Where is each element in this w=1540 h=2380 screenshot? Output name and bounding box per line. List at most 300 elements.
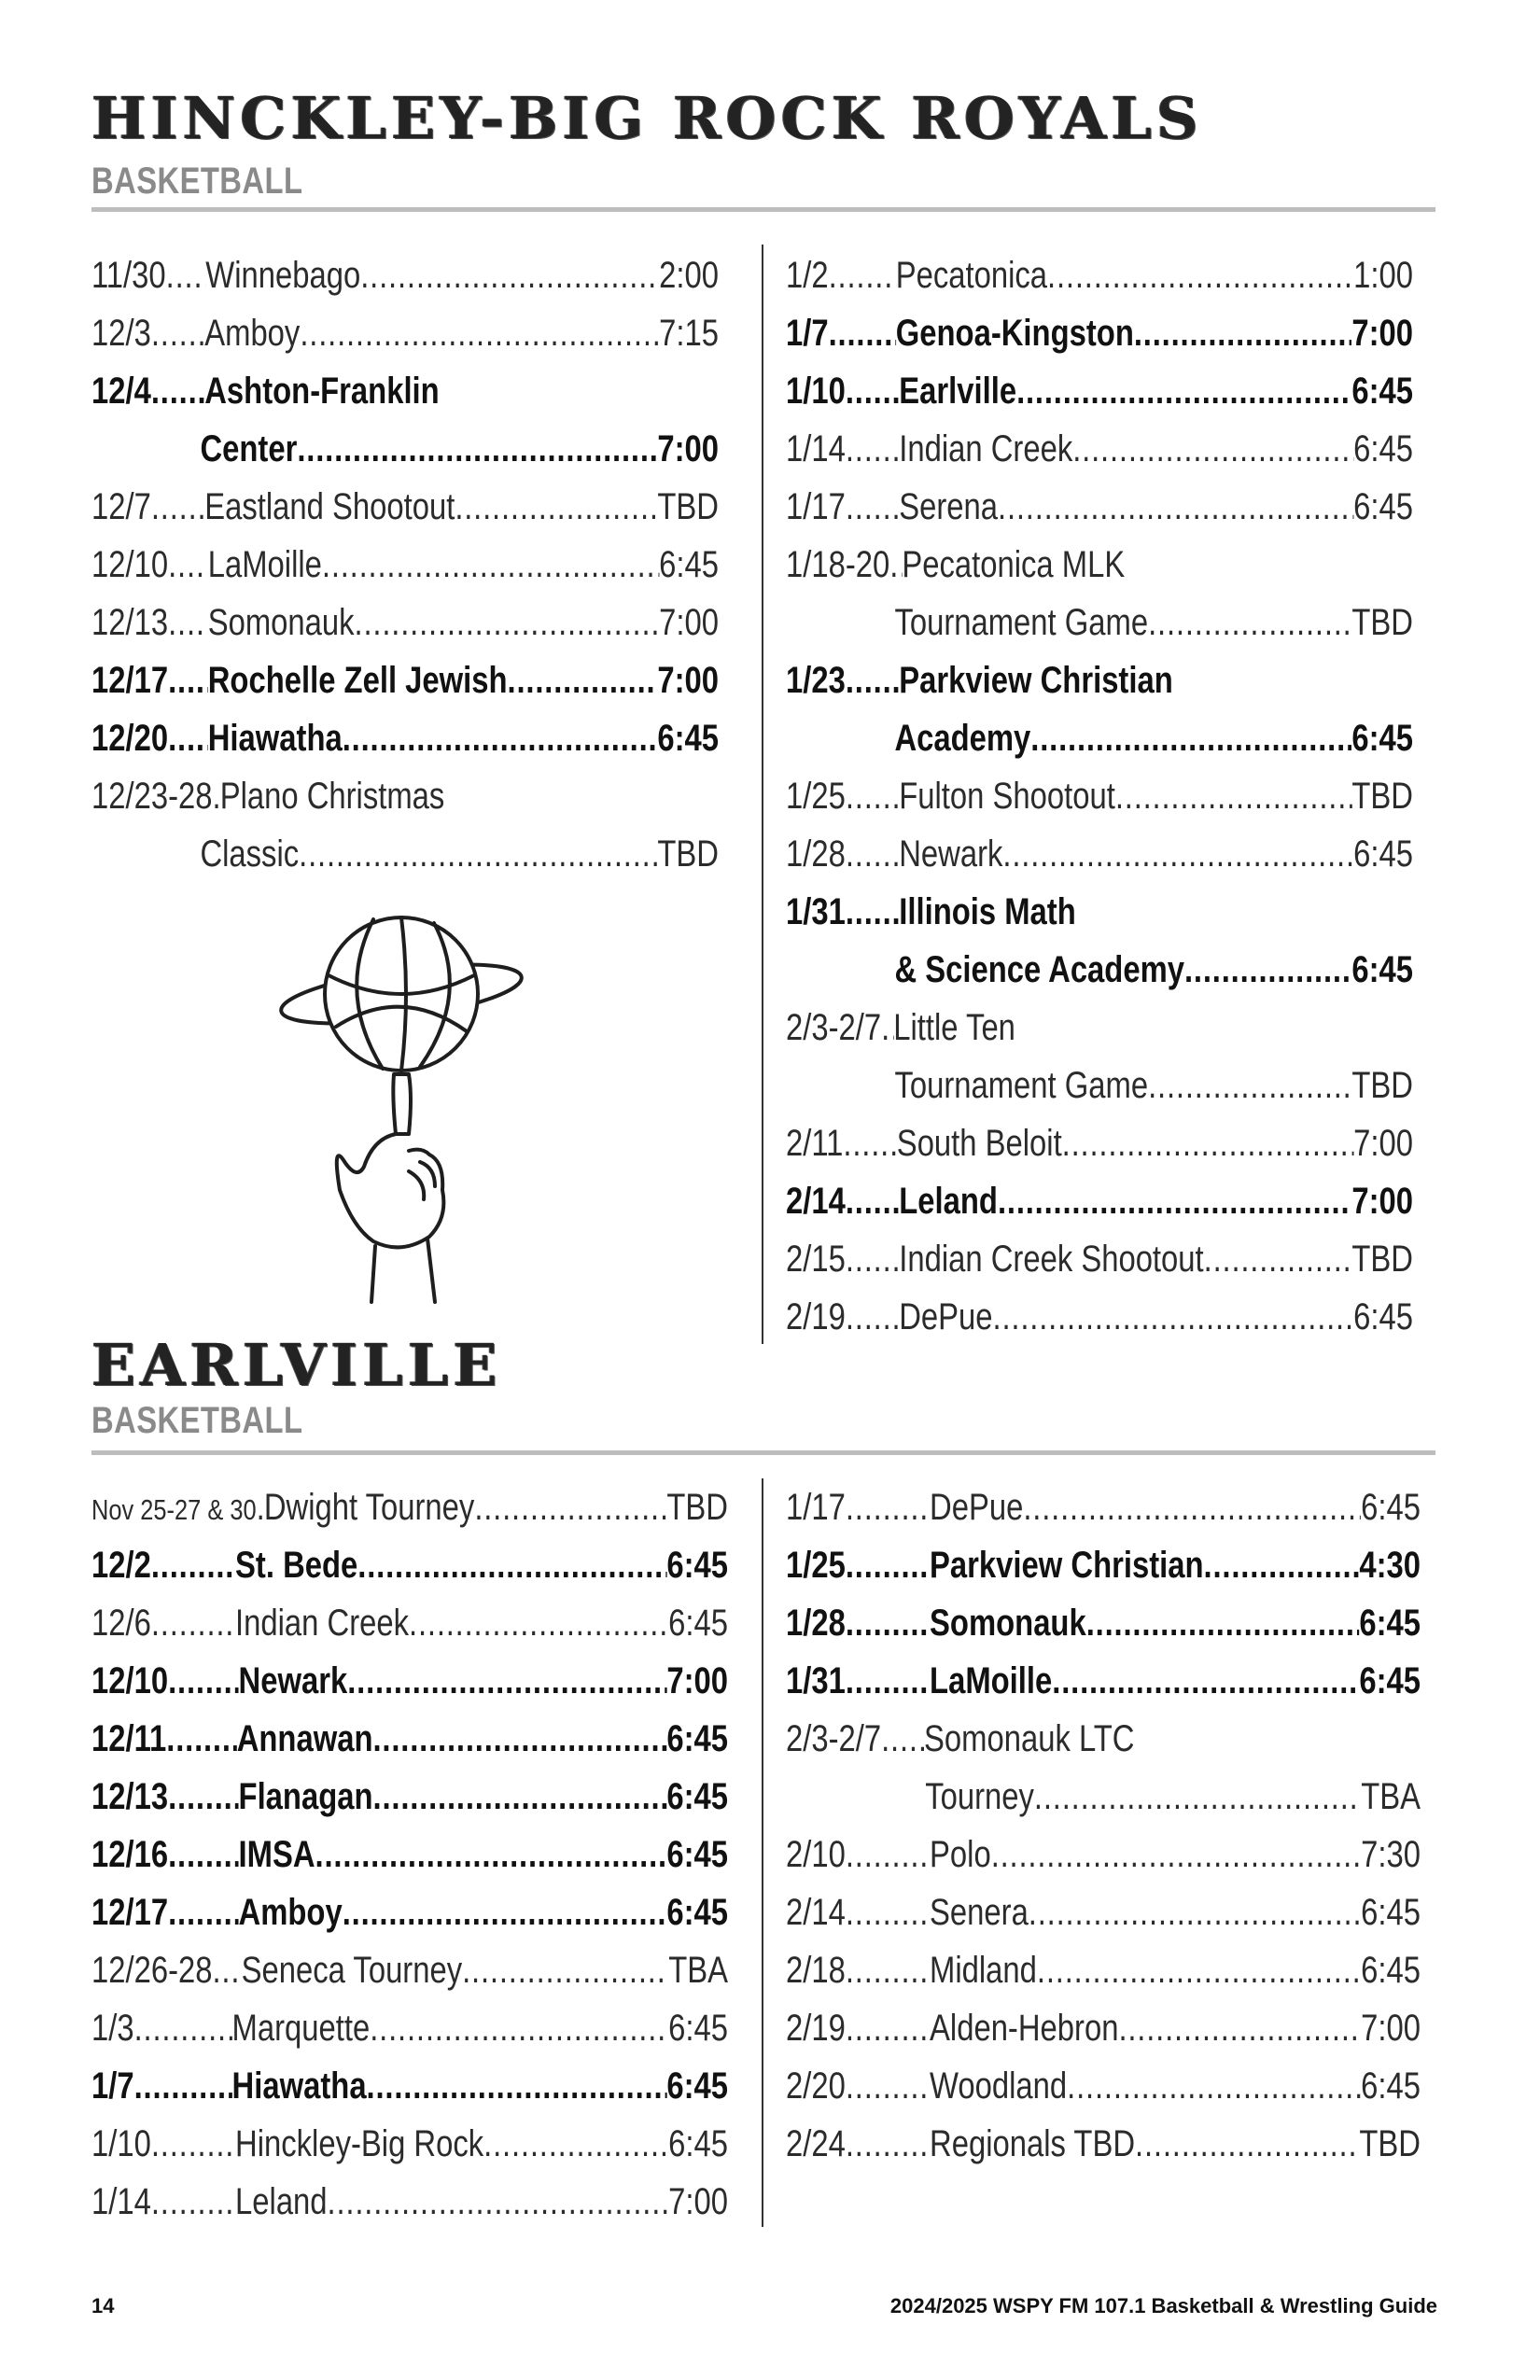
dot-leader	[168, 660, 208, 702]
opponent-name: Senera	[930, 1891, 1029, 1933]
column-divider-hinckley	[762, 245, 763, 1344]
opponent-name: Newark	[238, 1659, 348, 1701]
game-date: 1/14	[786, 427, 846, 469]
schedule-row	[91, 304, 719, 362]
opponent-name: DePue	[899, 1295, 993, 1337]
game-date: 1/17	[786, 485, 846, 527]
game-time: 6:45	[1353, 485, 1413, 527]
game-time: 6:45	[1353, 833, 1413, 875]
schedule-row	[786, 1536, 1421, 1594]
schedule-row	[786, 1652, 1421, 1710]
dot-leader	[846, 1892, 930, 1934]
game-time: 1:00	[1353, 254, 1413, 296]
dot-leader	[462, 1950, 668, 1992]
schedule-row	[786, 478, 1413, 536]
dot-leader	[370, 2008, 668, 2050]
dot-leader	[993, 1296, 1354, 1338]
game-date: 1/17	[786, 1486, 846, 1528]
dot-leader	[455, 486, 657, 528]
opponent-name: Marquette	[231, 2007, 371, 2049]
dot-leader	[373, 1776, 667, 1818]
game-date: 1/25	[786, 1544, 846, 1586]
opponent-name: Indian Creek	[235, 1602, 410, 1644]
dot-leader	[343, 1892, 667, 1934]
game-date: 1/25	[786, 775, 846, 817]
game-time: 6:45	[1361, 2065, 1421, 2107]
dot-leader	[1135, 2123, 1359, 2165]
dot-leader	[257, 1487, 264, 1529]
dot-leader	[991, 1834, 1361, 1876]
team-title-earlville: EARLVILLE	[91, 1331, 502, 1399]
schedule-column-hinckley-right	[786, 246, 1413, 1346]
schedule-row	[786, 883, 1413, 941]
game-time: 6:45	[668, 2122, 728, 2164]
schedule-row	[786, 1114, 1413, 1172]
game-date: 1/14	[91, 2180, 151, 2222]
game-time: 7:00	[657, 659, 719, 701]
game-date: 12/13	[91, 1775, 169, 1817]
dot-leader	[1118, 2008, 1361, 2050]
schedule-row	[786, 362, 1413, 420]
guide-title: 2024/2025 WSPY FM 107.1 Basketball & Wrestling Guide	[889, 2294, 1437, 2317]
game-time: TBD	[1351, 1064, 1413, 1106]
dot-leader	[168, 1892, 238, 1934]
opponent-name: Amboy	[204, 312, 301, 354]
opponent-name: Annawan	[236, 1717, 373, 1759]
dot-leader	[881, 1718, 924, 1760]
opponent-name: Polo	[930, 1833, 991, 1875]
opponent-name: Flanagan	[238, 1775, 373, 1817]
dot-leader	[846, 1181, 899, 1223]
dot-leader	[846, 1660, 930, 1702]
opponent-name: Parkview Christian	[930, 1544, 1204, 1586]
game-time: 6:45	[1351, 370, 1413, 412]
game-time: 6:45	[668, 2007, 728, 2049]
dot-leader	[846, 1487, 930, 1529]
game-date: 12/10	[91, 543, 169, 585]
game-date: 1/28	[786, 833, 846, 875]
game-date: 12/11	[91, 1717, 167, 1759]
opponent-name: South Beloit	[896, 1122, 1062, 1164]
dot-leader	[508, 660, 658, 702]
dot-leader	[328, 2181, 669, 2223]
game-time: 6:45	[657, 717, 719, 759]
opponent-name: Alden-Hebron	[930, 2007, 1119, 2049]
schedule-row	[786, 420, 1413, 478]
game-date: 1/23	[786, 659, 846, 701]
dot-leader	[1030, 718, 1351, 760]
opponent-name: Earlville	[899, 370, 1017, 412]
game-date: 2/10	[786, 1833, 846, 1875]
opponent-name: Plano Christmas	[219, 775, 445, 817]
game-time: 6:45	[666, 1891, 728, 1933]
opponent-name: Fulton Shootout	[899, 775, 1115, 817]
schedule-row	[786, 1172, 1413, 1230]
dot-leader	[1002, 833, 1353, 875]
opponent-name: Classic	[200, 833, 300, 875]
team-title-hinckley: HINCKLEY-BIG ROCK ROYALS	[91, 84, 1203, 152]
sport-label-earlville: BASKETBALL	[91, 1400, 303, 1441]
dot-leader	[373, 1718, 667, 1760]
schedule-row	[91, 1941, 728, 1999]
opponent-name: Somonauk	[207, 601, 355, 643]
dot-leader	[168, 1776, 238, 1818]
opponent-name: Midland	[930, 1949, 1037, 1991]
schedule-row	[91, 767, 719, 825]
schedule-row	[91, 1710, 728, 1768]
game-date: 12/2	[91, 1544, 151, 1586]
schedule-row	[786, 767, 1413, 825]
game-time: 6:45	[1351, 717, 1413, 759]
opponent-name: Winnebago	[205, 254, 361, 296]
game-time: 7:00	[1351, 1180, 1413, 1222]
dot-leader	[1204, 1545, 1360, 1587]
game-time: TBD	[657, 833, 719, 875]
opponent-name: Academy	[894, 717, 1031, 759]
dot-leader	[212, 776, 219, 818]
dot-leader	[1016, 371, 1351, 413]
dot-leader	[846, 2123, 930, 2165]
schedule-row	[91, 1999, 728, 2057]
opponent-name: Indian Creek Shootout	[899, 1238, 1204, 1280]
dot-leader	[846, 833, 899, 875]
dot-leader	[134, 2065, 232, 2107]
game-date: 1/31	[786, 1659, 846, 1701]
game-date: 1/10	[91, 2122, 151, 2164]
opponent-name: Genoa-Kingston	[895, 312, 1134, 354]
schedule-row	[786, 304, 1413, 362]
basketball-spinning-on-finger-icon	[271, 910, 532, 1311]
opponent-name: Hinckley-Big Rock	[235, 2122, 484, 2164]
schedule-row	[786, 1288, 1413, 1346]
schedule-row	[786, 1478, 1421, 1536]
dot-leader	[1037, 1950, 1361, 1992]
dot-leader	[846, 1603, 930, 1645]
dot-leader	[151, 2181, 235, 2223]
dot-leader	[1062, 1123, 1353, 1165]
schedule-row	[786, 2115, 1421, 2173]
schedule-row	[91, 2173, 728, 2231]
schedule-row	[91, 2115, 728, 2173]
schedule-row	[786, 594, 1413, 651]
dot-leader	[846, 486, 899, 528]
dot-leader	[367, 2065, 667, 2107]
schedule-row	[786, 2057, 1421, 2115]
opponent-name: Hiawatha	[207, 717, 343, 759]
game-date: 1/2	[786, 254, 829, 296]
opponent-name: Tournament Game	[894, 1064, 1149, 1106]
game-time: 2:00	[659, 254, 719, 296]
dot-leader	[168, 544, 208, 586]
dot-leader	[846, 660, 899, 702]
game-time: 6:45	[1353, 427, 1413, 469]
game-date: 12/7	[91, 485, 151, 527]
dot-leader	[168, 602, 208, 644]
dot-leader	[846, 371, 899, 413]
game-date: Nov 25-27 & 30	[91, 1492, 257, 1526]
game-time: 7:00	[1351, 312, 1413, 354]
game-time: TBD	[657, 485, 719, 527]
dot-leader	[212, 1950, 241, 1992]
dot-leader	[881, 1007, 893, 1049]
game-time: TBA	[1361, 1775, 1421, 1817]
schedule-row	[786, 1230, 1413, 1288]
schedule-row	[91, 420, 719, 478]
dot-leader	[846, 1545, 930, 1587]
dot-leader	[322, 544, 659, 586]
game-time: 6:45	[659, 543, 719, 585]
dot-leader	[299, 833, 657, 875]
dot-leader	[347, 1660, 666, 1702]
opponent-name: Regionals TBD	[930, 2122, 1136, 2164]
dot-leader	[1034, 1776, 1361, 1818]
dot-leader	[1115, 776, 1352, 818]
schedule-row	[91, 1768, 728, 1826]
game-date: 2/3-2/7	[786, 1006, 882, 1048]
game-date: 12/17	[91, 1891, 169, 1933]
dot-leader	[846, 428, 899, 470]
game-time: 7:00	[1353, 1122, 1413, 1164]
schedule-row	[91, 2057, 728, 2115]
opponent-name: LaMoille	[207, 543, 322, 585]
game-time: 7:00	[1361, 2007, 1421, 2049]
game-date: 2/3-2/7	[786, 1717, 882, 1759]
game-time: TBD	[1351, 775, 1413, 817]
dot-leader	[829, 255, 896, 297]
opponent-name: Seneca Tourney	[241, 1949, 463, 1991]
opponent-name: & Science Academy	[894, 948, 1184, 990]
schedule-row	[91, 362, 719, 420]
dot-leader	[297, 428, 657, 470]
game-time: 6:45	[1353, 1295, 1413, 1337]
dot-leader	[483, 2123, 668, 2165]
opponent-name: DePue	[930, 1486, 1024, 1528]
game-time: TBD	[1351, 601, 1413, 643]
game-time: 6:45	[666, 2065, 728, 2107]
schedule-row	[786, 1883, 1421, 1941]
game-date: 12/3	[91, 312, 151, 354]
game-time: 7:00	[657, 427, 719, 469]
game-date: 1/7	[91, 2065, 134, 2107]
dot-leader	[151, 486, 204, 528]
opponent-name: Dwight Tourney	[263, 1486, 475, 1528]
game-date: 12/6	[91, 1602, 151, 1644]
dot-leader	[1204, 1239, 1352, 1281]
dot-leader	[409, 1603, 668, 1645]
dot-leader	[151, 1545, 235, 1587]
dot-leader	[846, 2008, 930, 2050]
game-time: 6:45	[1361, 1486, 1421, 1528]
opponent-name: Hiawatha	[231, 2065, 367, 2107]
opponent-name: Newark	[899, 833, 1003, 875]
game-time: 7:00	[666, 1659, 728, 1701]
schedule-row	[91, 651, 719, 709]
game-date: 2/18	[786, 1949, 846, 1991]
dot-leader	[1072, 428, 1353, 470]
opponent-name: Tournament Game	[894, 601, 1149, 643]
opponent-name: Tourney	[925, 1775, 1034, 1817]
game-date: 2/20	[786, 2065, 846, 2107]
game-time: 6:45	[666, 1544, 728, 1586]
dot-leader	[1086, 1603, 1360, 1645]
game-date: 2/19	[786, 2007, 846, 2049]
game-time: 6:45	[1359, 1602, 1421, 1644]
game-time: TBD	[1351, 1238, 1413, 1280]
opponent-name: Pecatonica MLK	[902, 543, 1126, 585]
schedule-row	[786, 536, 1413, 594]
opponent-name: Rochelle Zell Jewish	[207, 659, 508, 701]
opponent-name: LaMoille	[930, 1659, 1053, 1701]
game-time: 4:30	[1359, 1544, 1421, 1586]
dot-leader	[151, 313, 204, 355]
schedule-row	[91, 1826, 728, 1883]
dot-leader	[846, 1296, 899, 1338]
dot-leader	[846, 1950, 930, 1992]
game-date: 1/18-20	[786, 543, 890, 585]
schedule-row	[786, 651, 1413, 709]
game-time: 6:45	[666, 1833, 728, 1875]
dot-leader	[1047, 255, 1353, 297]
dot-leader	[357, 1545, 666, 1587]
dot-leader	[1184, 949, 1351, 991]
game-date: 1/31	[786, 890, 846, 932]
schedule-row	[786, 941, 1413, 999]
schedule-row	[91, 536, 719, 594]
schedule-row	[91, 478, 719, 536]
game-date: 12/20	[91, 717, 169, 759]
dot-leader	[846, 2065, 930, 2107]
opponent-name: IMSA	[238, 1833, 315, 1875]
opponent-name: Parkview Christian	[899, 659, 1173, 701]
game-date: 2/11	[786, 1122, 844, 1164]
opponent-name: Illinois Math	[899, 890, 1076, 932]
dot-leader	[168, 718, 208, 760]
schedule-row	[786, 999, 1413, 1057]
opponent-name: Somonauk LTC	[924, 1717, 1135, 1759]
dot-leader	[846, 1239, 899, 1281]
schedule-row	[91, 1536, 728, 1594]
schedule-row	[786, 1710, 1421, 1768]
game-time: 6:45	[666, 1717, 728, 1759]
dot-leader	[168, 1834, 238, 1876]
dot-leader	[843, 1123, 896, 1165]
dot-leader	[1067, 2065, 1361, 2107]
dot-leader	[998, 1181, 1351, 1223]
dot-leader	[315, 1834, 667, 1876]
sport-label-hinckley: BASKETBALL	[91, 161, 303, 202]
game-date: 2/19	[786, 1295, 846, 1337]
schedule-row	[786, 1999, 1421, 2057]
schedule-column-earlville-left	[91, 1478, 728, 2231]
game-date: 1/28	[786, 1602, 846, 1644]
dot-leader	[151, 2123, 235, 2165]
schedule-row	[91, 1594, 728, 1652]
opponent-name: Indian Creek	[899, 427, 1073, 469]
game-date: 12/17	[91, 659, 169, 701]
dot-leader	[300, 313, 659, 355]
game-date: 12/13	[91, 601, 169, 643]
game-time: 7:00	[668, 2180, 728, 2222]
game-date: 12/26-28	[91, 1949, 213, 1991]
schedule-row	[786, 1057, 1413, 1114]
dot-leader	[1029, 1892, 1361, 1934]
schedule-row	[91, 1883, 728, 1941]
opponent-name: Leland	[899, 1180, 998, 1222]
game-time: TBA	[668, 1949, 728, 1991]
dot-leader	[1023, 1487, 1361, 1529]
schedule-row	[786, 709, 1413, 767]
schedule-row	[91, 709, 719, 767]
schedule-column-earlville-right	[786, 1478, 1421, 2173]
game-time: TBD	[1359, 2122, 1421, 2164]
dot-leader	[1148, 1065, 1351, 1107]
dot-leader	[134, 2008, 232, 2050]
schedule-row	[786, 246, 1413, 304]
schedule-row	[91, 594, 719, 651]
schedule-row	[786, 1941, 1421, 1999]
dot-leader	[846, 1834, 930, 1876]
schedule-row	[91, 1652, 728, 1710]
game-time: 6:45	[668, 1602, 728, 1644]
game-date: 2/15	[786, 1238, 846, 1280]
opponent-name: Serena	[899, 485, 999, 527]
game-time: 7:30	[1361, 1833, 1421, 1875]
dot-leader	[1134, 313, 1351, 355]
dot-leader	[166, 255, 206, 297]
game-time: 6:45	[1351, 948, 1413, 990]
game-date: 12/4	[91, 370, 151, 412]
opponent-name: Center	[200, 427, 298, 469]
game-time: 6:45	[1361, 1949, 1421, 1991]
schedule-row	[786, 825, 1413, 883]
game-time: 6:45	[666, 1775, 728, 1817]
schedule-row	[786, 1768, 1421, 1826]
game-date: 1/7	[786, 312, 829, 354]
opponent-name: Woodland	[930, 2065, 1068, 2107]
section-divider-earlville	[91, 1450, 1435, 1455]
schedule-row	[786, 1594, 1421, 1652]
column-divider-earlville	[762, 1478, 763, 2227]
opponent-name: St. Bede	[235, 1544, 358, 1586]
game-date: 1/10	[786, 370, 846, 412]
section-divider-hinckley	[91, 207, 1435, 212]
game-date: 2/14	[786, 1891, 846, 1933]
dot-leader	[355, 602, 660, 644]
schedule-row	[91, 246, 719, 304]
dot-leader	[829, 313, 896, 355]
dot-leader	[166, 1718, 236, 1760]
dot-leader	[1052, 1660, 1359, 1702]
dot-leader	[474, 1487, 666, 1529]
game-date: 1/3	[91, 2007, 134, 2049]
opponent-name: Somonauk	[930, 1602, 1086, 1644]
page-number: 14	[91, 2294, 115, 2317]
game-date: 12/23-28	[91, 775, 213, 817]
dot-leader	[889, 544, 902, 586]
dot-leader	[1148, 602, 1351, 644]
opponent-name: Eastland Shootout	[204, 485, 455, 527]
opponent-name: Amboy	[238, 1891, 343, 1933]
dot-leader	[151, 371, 204, 413]
dot-leader	[151, 1603, 235, 1645]
schedule-column-hinckley-left	[91, 246, 719, 883]
dot-leader	[998, 486, 1353, 528]
game-time: 7:00	[659, 601, 719, 643]
game-date: 11/30	[91, 254, 166, 296]
game-time: 6:45	[1359, 1659, 1421, 1701]
dot-leader	[168, 1660, 238, 1702]
dot-leader	[360, 255, 659, 297]
